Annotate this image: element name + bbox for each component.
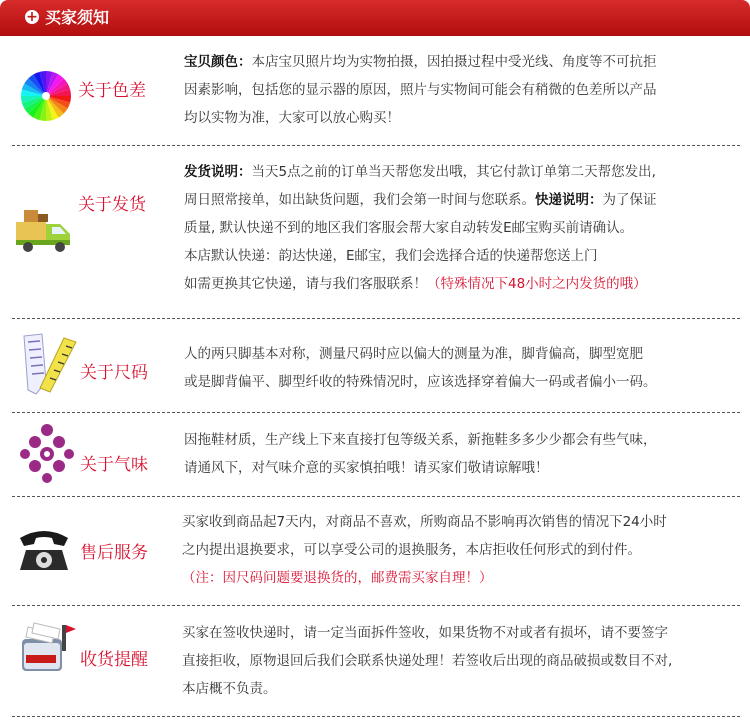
text-value: 周日照常接单，如出缺货问题，我们会第一时间与您联系。: [184, 192, 535, 208]
divider: [12, 318, 740, 319]
divider: [12, 145, 740, 146]
text-line: [184, 48, 739, 76]
section-shipping: [0, 148, 750, 316]
text-line: [184, 186, 739, 214]
mailbox-icon: [14, 621, 78, 681]
text-line: 或是脚背偏平、脚型纤收的特殊情况时，应该选择穿着偏大一码或者偏小一码。: [184, 374, 657, 390]
section-smell: [0, 414, 750, 496]
section-text: [182, 508, 737, 592]
text-line: 之内提出退换要求，可以享受公司的退换服务，本店拒收任何形式的到付件。: [182, 542, 641, 558]
text-line: 因拖鞋材质，生产线上下来直接打包等级关系，新拖鞋多多少少都会有些气味，: [184, 432, 657, 448]
plus-circle-icon: +: [26, 9, 38, 25]
text-line: 均以实物为准，大家可以放心购买！: [184, 110, 400, 126]
text-line: 直接拒收，原物退回后我们会联系快递处理！若签收后出现的商品破损或数目不对,: [182, 653, 673, 669]
section-color-difference: [0, 36, 750, 144]
text-value: 如需更换其它快递，请与我们客服联系！: [184, 276, 427, 292]
text-line: 请通风下，对气味介意的买家慎拍哦！请买家们敬请谅解哦！: [184, 460, 549, 476]
section-label: 关于发货: [78, 195, 146, 215]
delivery-truck-icon: [14, 206, 76, 256]
flower-pattern-icon: [18, 420, 76, 484]
highlight-note: （特殊情况下48小时之内发货的哦）: [427, 276, 647, 292]
text-line: 买家收到商品起7天内，对商品不喜欢，所购商品不影响再次销售的情况下24小时: [182, 514, 667, 530]
section-label: 收货提醒: [80, 650, 148, 670]
text-value: 本店宝贝照片均为实物拍摄，因拍摄过程中受光线、角度等不可抗拒: [251, 54, 657, 70]
text-line: 因素影响，包括您的显示器的原因，照片与实物间可能会有稍微的色差所以产品: [184, 82, 657, 98]
highlight-note: （注：因尺码问题要退换货的，邮费需买家自理！）: [182, 570, 493, 586]
section-size: [0, 320, 750, 412]
divider: [12, 412, 740, 413]
text-value: 当天5点之前的订单当天帮您发出哦，其它付款订单第二天帮您发出,: [251, 164, 656, 180]
section-label: 售后服务: [80, 543, 148, 563]
divider: [12, 605, 740, 606]
section-label: 关于色差: [78, 81, 146, 101]
telephone-icon: [14, 524, 74, 574]
header-title: 买家须知: [45, 8, 110, 27]
header-bar: [0, 0, 750, 36]
text-value: 为了保证: [602, 192, 657, 208]
section-label: 关于气味: [80, 455, 148, 475]
divider: [12, 496, 740, 497]
text-line: [184, 158, 739, 186]
text-line: 本店概不负责。: [182, 681, 277, 697]
measuring-tape-icon: [16, 332, 82, 398]
text-line: 本店默认快递：韵达快递，E邮宝，我们会选择合适的快递帮您送上门: [184, 248, 598, 264]
divider: [12, 716, 740, 717]
text-line: [184, 270, 739, 298]
section-text: [184, 426, 739, 482]
section-text: [184, 158, 739, 298]
section-text: [184, 340, 739, 396]
text-key: 发货说明：: [184, 164, 252, 180]
text-key: 快递说明：: [535, 192, 603, 208]
text-line: 人的两只脚基本对称，测量尺码时应以偏大的测量为准，脚背偏高，脚型宽肥: [184, 346, 643, 362]
section-text: [184, 48, 739, 132]
text-line: 买家在签收快递时，请一定当面拆件签收，如果货物不对或者有损坏，请不要签字: [182, 625, 668, 641]
section-label: 关于尺码: [80, 363, 148, 383]
section-text: [182, 619, 737, 703]
color-wheel-icon: [20, 70, 72, 122]
text-line: 质量, 默认快递不到的地区我们客服会帮大家自动转发E邮宝购买前请确认。: [184, 220, 634, 236]
section-after-sales: [0, 498, 750, 604]
color-wheel-center: [42, 92, 50, 100]
text-key: 宝贝颜色：: [184, 54, 252, 70]
section-receipt-reminder: [0, 607, 750, 717]
